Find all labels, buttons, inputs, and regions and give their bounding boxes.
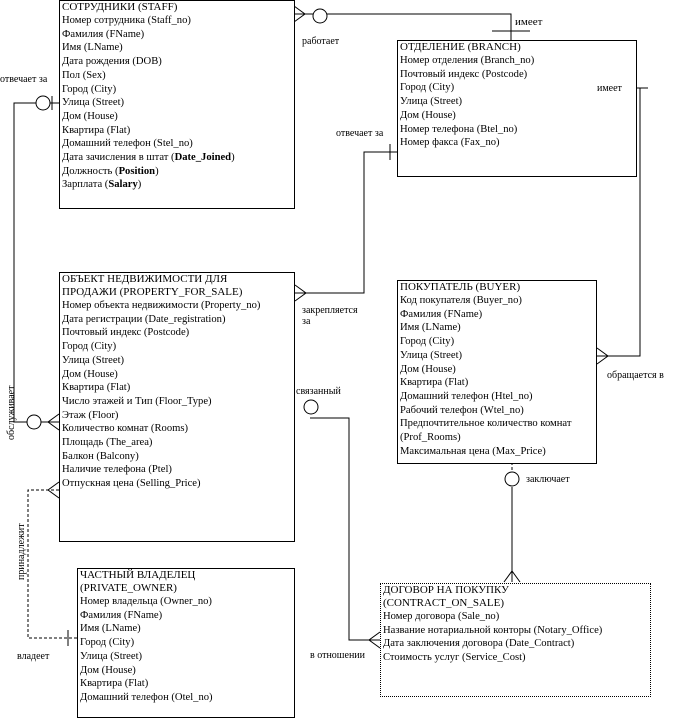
entity-contract[interactable] — [380, 583, 651, 697]
entity-attribute: Количество комнат (Rooms) — [62, 423, 189, 435]
label-has-buyer: имеет — [597, 83, 622, 94]
rel-assigned-line — [295, 152, 398, 293]
entity-contract-title: ДОГОВОР НА ПОКУПКУ (CONTRACT_ON_SALE) — [383, 584, 509, 609]
entity-attribute: Дом (House) — [62, 110, 118, 122]
label-has-staff: имеет — [515, 16, 543, 28]
entity-attribute: Код покупателя (Buyer_no) — [400, 295, 522, 306]
entity-attribute: Должность (Position) — [62, 165, 159, 177]
rel-works-circle — [313, 9, 327, 23]
entity-attribute: Рабочий телефон (Wtel_no) — [400, 404, 524, 416]
entity-attribute: Номер факса (Fax_no) — [400, 137, 500, 149]
label-serves: обслуживает — [6, 385, 17, 440]
entity-staff-title: СОТРУДНИКИ (STAFF) — [62, 1, 178, 13]
entity-owner-title: ЧАСТНЫЙ ВЛАДЕЛЕЦ (PRIVATE_OWNER) — [80, 569, 196, 594]
entity-attribute: Домашний телефон (Htel_no) — [400, 390, 533, 402]
label-responsible-staff: отвечает за — [0, 74, 48, 85]
label-concludes: заключает — [526, 474, 570, 485]
entity-attribute: Дом (House) — [62, 368, 118, 380]
rel-related-circle — [304, 400, 318, 414]
entity-attribute: Город (City) — [80, 637, 135, 649]
entity-attribute: Улица (Street) — [400, 349, 463, 361]
entity-attribute: Номер владельца (Owner_no) — [80, 596, 212, 607]
entity-branch-attributes — [398, 54, 636, 150]
entity-branch[interactable] — [397, 40, 637, 177]
entity-attribute: Номер отделения (Branch_no) — [400, 55, 535, 66]
entity-attribute: Номер телефона (Btel_no) — [400, 123, 518, 135]
label-applies: обращается в — [607, 370, 664, 381]
entity-attribute: Улица (Street) — [400, 96, 463, 108]
entity-attribute: Зарплата (Salary) — [62, 179, 142, 191]
entity-attribute: Номер договора (Sale_no) — [383, 611, 500, 622]
entity-attribute: Домашний телефон (Stel_no) — [62, 138, 193, 150]
entity-attribute: Фамилия (FName) — [400, 308, 483, 320]
entity-attribute: Имя (LName) — [400, 322, 461, 334]
label-responsible-branch: отвечает за — [336, 128, 384, 139]
entity-attribute: Город (City) — [400, 336, 455, 348]
entity-owner-attributes — [78, 595, 294, 705]
entity-attribute: Номер сотрудника (Staff_no) — [62, 15, 191, 26]
entity-attribute: Дом (House) — [400, 109, 456, 121]
entity-attribute: Наличие телефона (Ptel) — [62, 464, 172, 476]
entity-attribute: Фамилия (FName) — [62, 28, 145, 40]
entity-property-title: ОБЪЕКТ НЕДВИЖИМОСТИ ДЛЯ ПРОДАЖИ (PROPERTY_FOR_SALE) — [62, 273, 243, 298]
entity-private-owner[interactable] — [77, 568, 295, 718]
rel-serves-circle — [27, 415, 41, 429]
entity-attribute: Почтовый индекс (Postcode) — [400, 68, 528, 80]
entity-attribute: Дом (House) — [80, 664, 136, 676]
entity-attribute: Дата рождения (DOB) — [62, 56, 162, 68]
entity-property[interactable] — [59, 272, 295, 542]
entity-attribute: Город (City) — [62, 83, 117, 95]
entity-attribute: Квартира (Flat) — [62, 124, 131, 136]
label-in-relation: в отношении — [310, 650, 366, 661]
entity-attribute: Дата заключения договора (Date_Contract) — [383, 638, 575, 650]
entity-contract-attributes — [381, 610, 650, 665]
rel-concludes-circle — [505, 472, 519, 486]
entity-buyer-title: ПОКУПАТЕЛЬ (BUYER) — [400, 281, 521, 293]
label-assigned: закрепляется за — [302, 305, 358, 327]
entity-attribute: Квартира (Flat) — [400, 377, 469, 389]
entity-staff-attributes — [60, 14, 294, 192]
entity-attribute: Дата регистрации (Date_registration) — [62, 313, 226, 325]
entity-attribute: Улица (Street) — [62, 354, 125, 366]
rel-related-line — [310, 418, 380, 640]
entity-attribute: Домашний телефон (Otel_no) — [80, 691, 213, 703]
entity-attribute: Отпускная цена (Selling_Price) — [62, 478, 201, 490]
entity-buyer-attributes — [398, 294, 596, 458]
label-owns: владеет — [17, 651, 50, 662]
entity-attribute: Пол (Sex) — [62, 69, 106, 81]
entity-attribute: Квартира (Flat) — [80, 678, 149, 690]
entity-attribute: Номер объекта недвижимости (Property_no) — [62, 300, 261, 311]
entity-attribute: Имя (LName) — [80, 623, 141, 635]
label-works: работает — [302, 36, 340, 47]
entity-attribute: Предпочтительное количество комнат — [400, 418, 572, 430]
entity-attribute: Город (City) — [400, 82, 455, 94]
entity-attribute: Название нотариальной конторы (Notary_Office) — [383, 624, 603, 636]
rel-responsible-circle — [36, 96, 50, 110]
entity-attribute: Максимальная цена (Max_Price) — [400, 445, 546, 457]
entity-attribute: Улица (Street) — [62, 97, 125, 109]
entity-attribute: Стоимость услуг (Service_Cost) — [383, 652, 526, 664]
entity-buyer[interactable] — [397, 280, 597, 464]
entity-attribute: Квартира (Flat) — [62, 382, 131, 394]
entity-attribute: Почтовый индекс (Postcode) — [62, 327, 190, 339]
entity-branch-title: ОТДЕЛЕНИЕ (BRANCH) — [400, 41, 521, 53]
entity-attribute: Дом (House) — [400, 363, 456, 375]
label-related: связанный — [296, 386, 341, 397]
entity-staff[interactable] — [59, 0, 295, 209]
entity-property-attributes — [60, 299, 294, 491]
entity-attribute: Дата зачисления в штат (Date_Joined) — [62, 152, 235, 164]
entity-attribute: (Prof_Rooms) — [400, 432, 461, 444]
entity-attribute: Имя (LName) — [62, 42, 123, 54]
entity-attribute: Улица (Street) — [80, 650, 143, 662]
entity-attribute: Фамилия (FName) — [80, 609, 163, 621]
entity-attribute: Город (City) — [62, 341, 117, 353]
label-belongs: принадлежит — [16, 523, 27, 580]
entity-attribute: Балкон (Balcony) — [62, 450, 139, 462]
entity-attribute: Площадь (The_area) — [62, 437, 153, 449]
entity-attribute: Этаж (Floor) — [62, 409, 119, 421]
rel-responsible-line — [14, 103, 59, 422]
entity-attribute: Число этажей и Тип (Floor_Type) — [62, 395, 212, 407]
